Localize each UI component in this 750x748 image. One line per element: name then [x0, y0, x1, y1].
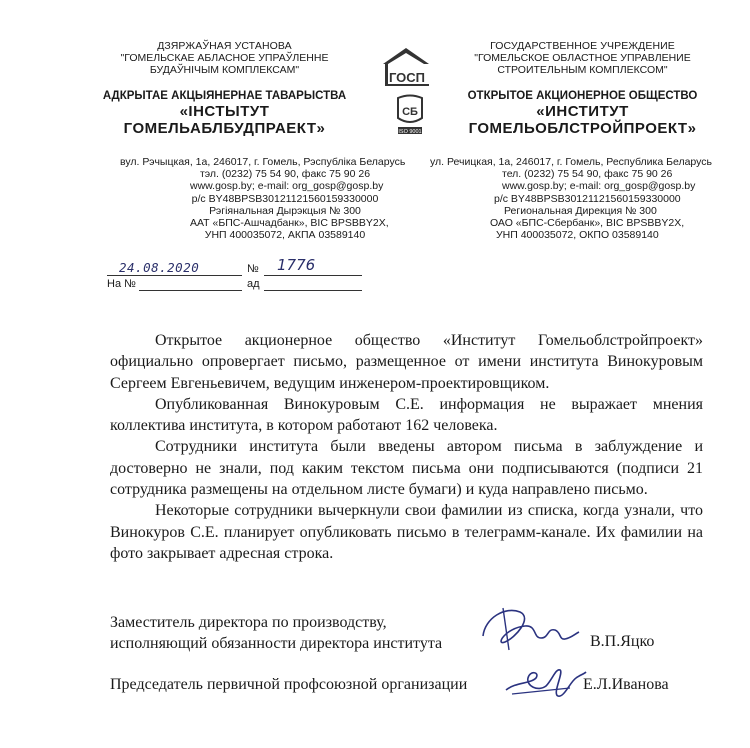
header-left: [92, 40, 357, 137]
header-right-org-name-1: "ГОМЕЛЬСКОЕ ОБЛАСТНОЕ УПРАВЛЕНИЕ: [474, 52, 691, 64]
address-left-line: ААТ «БПС-Ашчадбанк», BIC BPSBBY2X,: [190, 217, 389, 230]
logo-text: ГОСП: [388, 70, 426, 85]
header-left-org-name-2: БУДАЎНІЧЫМ КОМПЛЕКСАМ": [149, 64, 300, 76]
header-left-org-name-1: "ГОМЕЛЬСКАЕ АБЛАСНОЕ УПРАЎЛЕННЕ: [120, 52, 329, 64]
address-left: [120, 156, 406, 242]
address-left-line: www.gosp.by; e-mail: org_gosp@gosp.by: [190, 180, 384, 193]
address-left-line: вул. Рэчыцкая, 1а, 246017, г. Гомель, Рэспубліка Беларусь: [120, 156, 406, 168]
certification-badge-icon: [392, 94, 428, 136]
address-left-line: УНП 400035072, АКПА 03589140: [204, 229, 366, 242]
cert-text: СБ: [402, 106, 418, 118]
address-left-line: р/с BY48BPSB30121121560159330000: [191, 192, 379, 205]
signature-2-name: Е.Л.Иванова: [583, 676, 669, 693]
address-right-line: Региональная Дирекция № 300: [504, 204, 657, 217]
header-right-org-type: ГОСУДАРСТВЕННОЕ УЧРЕЖДЕНИЕ: [490, 40, 675, 52]
header-right-company-name-1: «ИНСТИТУТ: [536, 103, 629, 120]
address-right-line: р/с BY48BPSB30121121560159330000: [494, 192, 681, 205]
registration-number: 1776: [277, 256, 316, 274]
header-right-org-name-2: СТРОИТЕЛЬНЫМ КОМПЛЕКСОМ": [497, 64, 668, 76]
signature-1-title: [110, 612, 442, 654]
from-label: ад: [247, 278, 260, 290]
handwritten-signature-1: [475, 598, 585, 658]
handwritten-signature-2: [500, 660, 590, 705]
header-right-company-form: ОТКРЫТОЕ АКЦИОНЕРНОЕ ОБЩЕСТВО: [467, 90, 698, 102]
ref-label: На №: [107, 278, 136, 290]
body-paragraph: Некоторые сотрудники вычеркнули свои фамилии из списка, когда узнали, что Винокуров С.Е. планирует опубликовать письмо в телеграмм-канале. Их фамилии на фото закрывает адресная строка.: [110, 502, 703, 562]
header-right-company-name-2: ГОМЕЛЬОБЛСТРОЙПРОЕКТ»: [468, 120, 697, 137]
address-left-line: Рэгіянальная Дырэкцыя № 300: [209, 204, 361, 217]
header-left-company-name-1: «ІНСТЫТУТ: [179, 103, 270, 120]
header-right: [440, 40, 725, 137]
cert-caption: ISO 9001: [398, 129, 422, 135]
signature-2-title: Председатель первичной профсоюзной организации: [110, 676, 468, 693]
gosp-logo-icon: [377, 44, 435, 94]
number-label: №: [247, 263, 259, 275]
address-right-line: www.gosp.by; e-mail: org_gosp@gosp.by: [502, 180, 696, 193]
header-left-company-form: АДКРЫТАЕ АКЦЫЯНЕРНАЕ ТАВАРЫСТВА: [102, 90, 347, 102]
signature-1-name: В.П.Яцко: [590, 633, 655, 650]
header-left-company-name-2: ГОМЕЛЬАБЛБУДПРАЕКТ»: [123, 120, 326, 137]
letter-body: [110, 330, 703, 564]
body-paragraph: Сотрудники института были введены автором письма в заблуждение и достоверно не знали, под каким текстом письма они подписываются (подписи 21 сотрудника размещены на отдельном листе бумаги) и куда направлено письмо.: [110, 438, 703, 499]
signature-1-title-line-2: исполняющий обязанности директора института: [110, 635, 443, 652]
body-paragraph: Опубликованная Винокуровым С.Е. информация не выражает мнения коллектива института, в котором работают 162 человека.: [110, 395, 703, 435]
address-right-line: УНП 400035072, ОКПО 03589140: [496, 229, 659, 242]
address-right: [430, 156, 713, 242]
signature-1-title-line-1: Заместитель директора по производству,: [110, 614, 387, 631]
registration-block: [107, 256, 367, 294]
address-right-line: ОАО «БПС-Сбербанк», BIC BPSBBY2X,: [490, 217, 685, 230]
registration-date: 24.08.2020: [119, 260, 200, 275]
header-left-org-type: ДЗЯРЖАЎНАЯ УСТАНОВА: [157, 40, 292, 52]
address-right-line: тел. (0232) 75 54 90, факс 75 90 26: [502, 168, 673, 181]
address-left-line: тэл. (0232) 75 54 90, факс 75 90 26: [199, 168, 371, 181]
address-right-line: ул. Речицкая, 1а, 246017, г. Гомель, Республика Беларусь: [430, 156, 713, 168]
body-paragraph: Открытое акционерное общество «Институт Гомельоблстройпроект» официально опровергает письмо, размещенное от имени института Винокуровым Сергеем Евгеньевичем, ведущим инженером-проектировщиком.: [110, 332, 703, 392]
